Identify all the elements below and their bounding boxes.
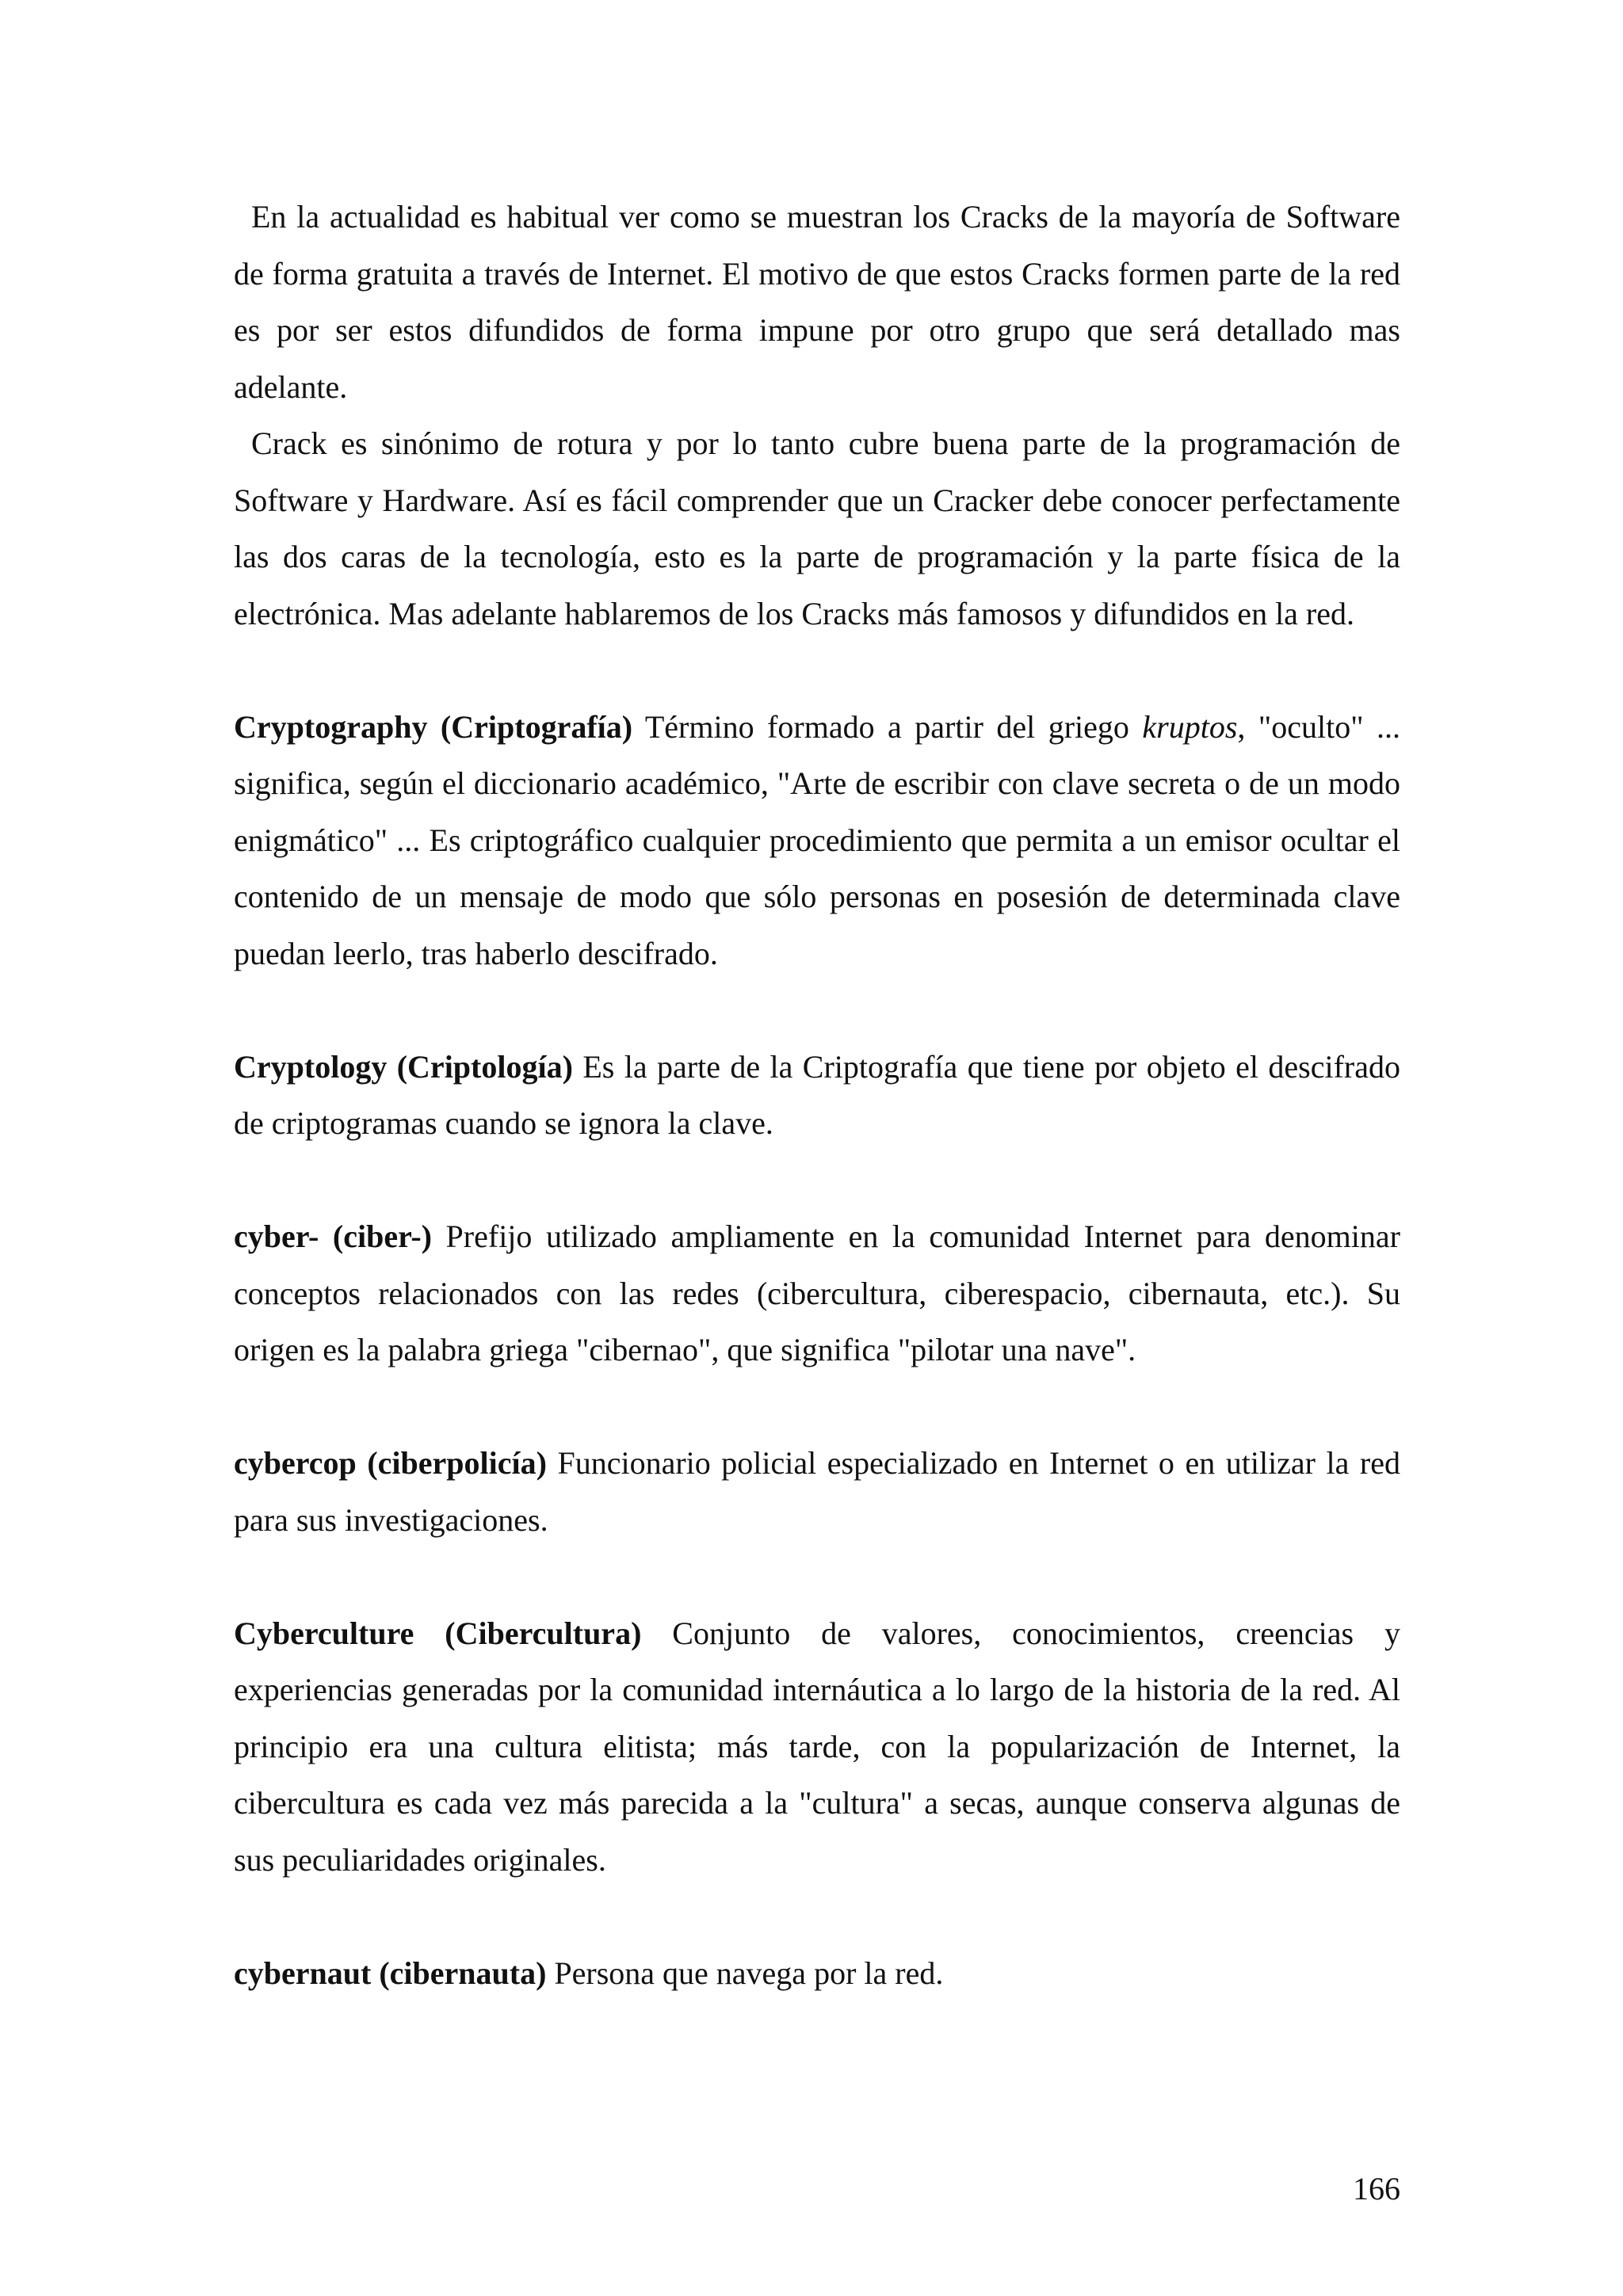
glossary-definition-italic: kruptos — [1142, 708, 1238, 745]
glossary-term: Cyberculture (Cibercultura) — [234, 1615, 642, 1651]
glossary-entry-cyberculture — [234, 1605, 1400, 1889]
glossary-entry-cyber — [234, 1208, 1400, 1379]
glossary-definition: Persona que navega por la red. — [546, 1955, 944, 1991]
glossary-entry-cryptography — [234, 699, 1400, 982]
glossary-definition: Es la parte de la Criptografía que tiene por objeto el descifrado de criptogramas cuando se ignora la clave. — [234, 1048, 1400, 1141]
glossary-term: Cryptology (Criptología) — [234, 1048, 573, 1085]
glossary-definition: , "oculto" ... significa, según el diccionario académico, "Arte de escribir con clave secreta o de un modo enigmático" ... Es criptográfico cualquier procedimiento que permita a un emisor ocultar el contenido de un mensaje de modo que sólo personas en posesión de determinada clave puedan leerlo, tras haberlo descifrado. — [234, 708, 1401, 971]
glossary-definition: Funcionario policial especializado en Internet o en utilizar la red para sus investigaciones. — [234, 1445, 1401, 1538]
glossary-definition: Conjunto de valores, conocimientos, creencias y experiencias generadas por la comunidad internáutica a lo largo de la historia de la red. Al principio era una cultura elitista; más tarde, con la popularización de Internet, la cibercultura es cada vez más parecida a la "cultura" a secas, aunque conserva algunas de sus peculiaridades originales. — [234, 1615, 1400, 1878]
intro-paragraph-crack-definition: Crack es sinónimo de rotura y por lo tanto cubre buena parte de la programación de Software y Hardware. Así es fácil comprender que un Cracker debe conocer perfectamente las dos caras de la tecnología, esto es la parte de programación y la parte física de la electrónica. Mas adelante hablaremos de los Cracks más famosos y difundidos en la red. — [234, 425, 1400, 631]
glossary-entry-cybernaut — [234, 1945, 1400, 2002]
page-number: 166 — [1353, 2171, 1400, 2206]
glossary-term: Cryptography (Criptografía) — [234, 708, 633, 745]
glossary-term: cyber- (ciber-) — [234, 1219, 432, 1254]
glossary-entry-cryptology — [234, 1039, 1400, 1152]
intro-paragraph-cracks-internet: En la actualidad es habitual ver como se muestran los Cracks de la mayoría de Software de forma gratuita a través de Internet. El motivo de que estos Cracks formen parte de la red es por ser estos difundidos de forma impune por otro grupo que será detallado mas adelante. — [234, 199, 1400, 405]
glossary-term: cybernaut (cibernauta) — [234, 1955, 547, 1991]
document-page — [234, 189, 1400, 2001]
glossary-term: cybercop (ciberpolicía) — [234, 1445, 547, 1481]
glossary-entry-cybercop — [234, 1435, 1400, 1548]
glossary-definition: Término formado a partir del griego — [632, 708, 1143, 745]
glossary-definition: Prefijo utilizado ampliamente en la comunidad Internet para denominar conceptos relacionados con las redes (cibercultura, ciberespacio, cibernauta, etc.). Su origen es la palabra griega "cibernao", que significa "pilotar una nave". — [234, 1219, 1400, 1367]
